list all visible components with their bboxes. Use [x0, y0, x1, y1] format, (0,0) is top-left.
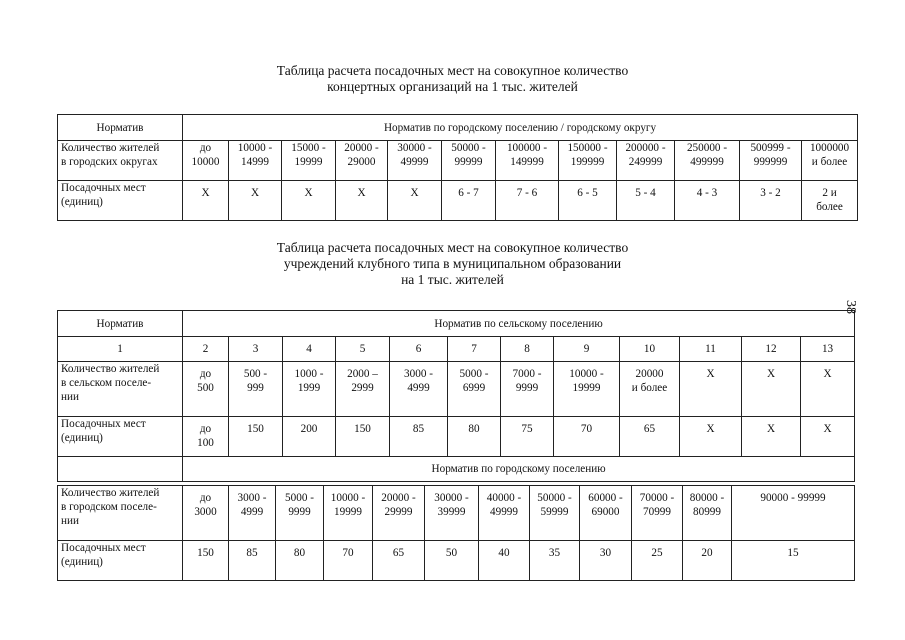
- table-cell: [554, 417, 620, 457]
- table-cell-text: X: [823, 368, 832, 380]
- table-cell: [183, 486, 229, 541]
- table-cell-text: до: [199, 368, 212, 380]
- table-cell-text: 5000 -: [285, 492, 314, 504]
- table-cell: [388, 181, 442, 221]
- table-cell: [496, 181, 559, 221]
- table-cell-text: 85: [412, 423, 425, 435]
- table-cell-text: 150: [247, 423, 264, 435]
- row-label-text: Количество жителей: [61, 487, 160, 499]
- table-cell: [282, 141, 336, 181]
- table-cell: [632, 486, 683, 541]
- table-cell-text: 49999: [490, 506, 518, 518]
- table-cell: [620, 417, 680, 457]
- table-cell-text: X: [823, 423, 832, 435]
- row-label-text: (единиц): [61, 432, 103, 444]
- table-cell: [742, 362, 801, 417]
- table-cell: [229, 486, 276, 541]
- table-cell-text: 40: [498, 547, 510, 559]
- table-cell: [183, 362, 229, 417]
- table-cell-text: 75: [521, 423, 533, 435]
- table2-title-line: Таблица расчета посадочных мест на совокупное количество: [276, 240, 629, 255]
- table-cell: [479, 486, 530, 541]
- table-cell-text: 80: [293, 547, 306, 559]
- table-cell-text: 10000: [191, 156, 220, 168]
- table-cell-text: 7 - 6: [516, 187, 538, 199]
- table-cell-text: 80000 -: [689, 492, 725, 504]
- table-cell-text: 14999: [241, 156, 269, 168]
- table-cell: [496, 141, 559, 181]
- row-label: [58, 181, 183, 221]
- table-club-institutions: [57, 310, 855, 482]
- table-cell-text: 200: [300, 423, 318, 435]
- row-label: [58, 362, 183, 417]
- table-cell: [559, 181, 617, 221]
- t2-row-urban-population: [58, 486, 855, 541]
- table-cell: [617, 141, 675, 181]
- t1-row-population: [58, 141, 858, 181]
- table-cell: [448, 417, 501, 457]
- row-label-text: (единиц): [61, 556, 103, 568]
- table-cell-text: X: [706, 368, 715, 380]
- table-cell-text: 65: [392, 547, 405, 559]
- column-number: 9: [554, 337, 620, 362]
- table-cell: [183, 541, 229, 581]
- table-cell: [229, 541, 276, 581]
- table-cell: [283, 417, 336, 457]
- t2-row-rural-seats: [58, 417, 855, 457]
- column-number: 2: [183, 337, 229, 362]
- t1-row-seats: [58, 181, 858, 221]
- table-cell-text: X: [766, 423, 776, 435]
- row-label: [58, 486, 183, 541]
- table-cell-text: 3000 -: [404, 368, 433, 380]
- table2-title-line: учреждений клубного типа в муниципальном образовании: [283, 256, 622, 271]
- table-cell: [425, 486, 479, 541]
- table-cell-text: 500999 -: [750, 142, 791, 154]
- row-label-text: Посадочных мест: [61, 542, 146, 554]
- table-cell-text: 4999: [407, 382, 430, 394]
- table-cell: [675, 141, 740, 181]
- table-cell-text: X: [250, 187, 260, 199]
- table-cell: [276, 486, 324, 541]
- table-cell: [479, 541, 530, 581]
- table-cell-text: X: [201, 187, 210, 199]
- table-cell: [390, 417, 448, 457]
- table-cell: [373, 541, 425, 581]
- table-cell-text: 30000 -: [434, 492, 469, 504]
- row-label-text: Количество жителей: [61, 363, 160, 375]
- table-cell-text: 9999: [515, 382, 539, 394]
- table-cell: [801, 417, 855, 457]
- table-cell: [183, 417, 229, 457]
- table-cell: [229, 362, 283, 417]
- table-cell-text: 4999: [240, 506, 264, 518]
- table-cell-text: 3000: [194, 506, 217, 518]
- table-cell-text: 30000 -: [397, 142, 432, 154]
- table-cell: [390, 362, 448, 417]
- row-label-text: нии: [61, 391, 79, 403]
- table-cell-text: 20: [701, 547, 713, 559]
- table-cell-text: 50000 -: [537, 492, 572, 504]
- table-cell: [675, 181, 740, 221]
- table-cell-text: 80: [468, 423, 480, 435]
- table-cell-text: 25: [651, 547, 663, 559]
- table-cell: [680, 417, 742, 457]
- table-cell-text: 1999: [297, 382, 321, 394]
- column-number: 7: [448, 337, 501, 362]
- table-cell-text: X: [410, 187, 419, 199]
- table-cell: [580, 486, 632, 541]
- table-cell-text: 69000: [591, 506, 620, 518]
- table-cell: [632, 541, 683, 581]
- table-cell-text: 65: [643, 423, 656, 435]
- table-cell: [229, 181, 282, 221]
- table-cell: [324, 541, 373, 581]
- table-club-institutions-urban: [57, 485, 855, 581]
- table-cell: [740, 141, 802, 181]
- t1-header-span: Норматив по городскому поселению / городскому округу: [183, 115, 858, 141]
- table-cell-text: 29000: [347, 156, 376, 168]
- column-number: 6: [390, 337, 448, 362]
- table-cell-text: 20000: [635, 368, 664, 380]
- table-cell-text: 35: [548, 547, 561, 559]
- table-cell-text: 150: [197, 547, 214, 559]
- table-cell: [802, 181, 858, 221]
- table-cell-text: 49999: [400, 156, 429, 168]
- table-cell-text: 150: [354, 423, 371, 435]
- row-label-text: в городском поселе-: [61, 501, 157, 513]
- t2-header-label: Норматив: [58, 311, 183, 337]
- table-cell-text: 59999: [540, 506, 569, 518]
- table-cell-text: 50000 -: [451, 142, 486, 154]
- table-cell-text: 90000 - 99999: [760, 492, 826, 504]
- row-label-text: в сельском поселе-: [61, 377, 152, 389]
- table-cell: [580, 541, 632, 581]
- table-cell-text: до: [199, 492, 212, 504]
- table-cell: [680, 362, 742, 417]
- table-cell-text: 999: [247, 382, 264, 394]
- column-number: 5: [336, 337, 390, 362]
- table-cell: [620, 362, 680, 417]
- table-cell-text: 10000 -: [569, 368, 604, 380]
- column-number: 4: [283, 337, 336, 362]
- table-concert-organizations: [57, 114, 858, 221]
- table-cell-text: 70999: [643, 506, 671, 518]
- table-cell-text: 80999: [693, 506, 721, 518]
- row-label-text: нии: [61, 515, 79, 527]
- table-cell-text: 100: [197, 437, 214, 449]
- table-cell: [732, 541, 855, 581]
- table-cell: [801, 362, 855, 417]
- table-cell-text: 99999: [454, 156, 483, 168]
- column-number: 13: [801, 337, 855, 362]
- column-number: 1: [58, 337, 183, 362]
- t2-blank-cell: [58, 457, 183, 482]
- table-cell: [183, 181, 229, 221]
- table-cell-text: 30: [599, 547, 612, 559]
- table-cell-text: 199999: [570, 156, 605, 168]
- row-label-text: Посадочных мест: [61, 418, 146, 430]
- table-cell: [373, 486, 425, 541]
- table-cell-text: 19999: [294, 156, 323, 168]
- column-number: 10: [620, 337, 680, 362]
- table-cell-text: 15000 -: [291, 142, 326, 154]
- table-cell: [282, 181, 336, 221]
- row-label-text: (единиц): [61, 196, 103, 208]
- table-cell-text: X: [357, 187, 366, 199]
- table-cell: [388, 141, 442, 181]
- table-cell-text: 15: [787, 547, 799, 559]
- table-cell: [229, 141, 282, 181]
- table-cell: [617, 181, 675, 221]
- table-cell: [283, 362, 336, 417]
- table-cell: [530, 541, 580, 581]
- table-cell-text: 19999: [572, 382, 601, 394]
- table-cell-text: более: [816, 201, 843, 213]
- table-cell-text: 1000000: [809, 142, 850, 154]
- t2-row-numbers: [58, 337, 855, 362]
- table-cell: [740, 181, 802, 221]
- table-cell-text: 20000 -: [344, 142, 379, 154]
- table-cell: [448, 362, 501, 417]
- table-cell: [530, 486, 580, 541]
- table-cell-text: X: [706, 423, 715, 435]
- table-cell: [802, 141, 858, 181]
- table-cell-text: X: [766, 368, 776, 380]
- table-cell: [742, 417, 801, 457]
- column-number: 3: [229, 337, 283, 362]
- table-cell-text: 40000 -: [486, 492, 522, 504]
- table-cell: [501, 362, 554, 417]
- table-cell: [336, 362, 390, 417]
- table-cell: [554, 362, 620, 417]
- table-cell-text: до: [199, 142, 212, 154]
- table-cell: [442, 141, 496, 181]
- table-cell: [336, 141, 388, 181]
- column-number: 12: [742, 337, 801, 362]
- t2-row-rural-population: [58, 362, 855, 417]
- table1-title-line: Таблица расчета посадочных мест на совокупное количество: [276, 63, 629, 78]
- t1-header-label: Норматив: [58, 115, 183, 141]
- table-cell-text: и более: [811, 156, 848, 168]
- table-cell-text: 70: [342, 547, 354, 559]
- table-cell-text: 200000 -: [625, 142, 666, 154]
- table-cell-text: 1000 -: [294, 368, 324, 380]
- page-number: 38: [843, 300, 858, 314]
- table-cell: [559, 141, 617, 181]
- table-cell-text: 10000 -: [237, 142, 273, 154]
- table-cell-text: 150000 -: [567, 142, 608, 154]
- table-cell-text: 100000 -: [506, 142, 548, 154]
- table-cell-text: 9999: [288, 506, 311, 518]
- table-cell-text: 6 - 7: [458, 187, 479, 199]
- table-cell: [683, 486, 732, 541]
- t2-row-urban-seats: [58, 541, 855, 581]
- table-cell: [336, 417, 390, 457]
- table-cell: [229, 417, 283, 457]
- table-cell-text: 6999: [462, 382, 486, 394]
- table-cell-text: 70000 -: [639, 492, 675, 504]
- table-cell-text: 4 - 3: [696, 187, 718, 199]
- table-cell-text: 3 - 2: [760, 187, 781, 199]
- table2-title: [0, 240, 905, 288]
- table-cell-text: 500: [197, 382, 214, 394]
- table-cell-text: 39999: [437, 506, 466, 518]
- t2-header-rural: Норматив по сельскому поселению: [183, 311, 855, 337]
- table-cell-text: до: [199, 423, 212, 435]
- table-cell-text: 249999: [628, 156, 663, 168]
- table2-title-line: на 1 тыс. жителей: [401, 272, 504, 287]
- table-cell-text: 2000 –: [347, 368, 378, 380]
- table-cell: [501, 417, 554, 457]
- table-cell-text: и более: [631, 382, 668, 394]
- table-cell-text: 19999: [334, 506, 362, 518]
- t2-header-urban: Норматив по городскому поселению: [183, 457, 855, 482]
- table-cell-text: 999999: [753, 156, 788, 168]
- row-label-text: Посадочных мест: [61, 182, 146, 194]
- column-number: 11: [680, 337, 742, 362]
- column-number: 8: [501, 337, 554, 362]
- table-cell-text: 500 -: [243, 368, 268, 380]
- row-label: [58, 541, 183, 581]
- table-cell-text: 6 - 5: [577, 187, 598, 199]
- table-cell-text: 499999: [690, 156, 724, 168]
- table-cell: [276, 541, 324, 581]
- table-cell: [732, 486, 855, 541]
- table-cell-text: 5000 -: [459, 368, 489, 380]
- table-cell-text: 29999: [384, 506, 413, 518]
- table-cell-text: X: [304, 187, 313, 199]
- table-cell-text: 70: [580, 423, 593, 435]
- table-cell: [336, 181, 388, 221]
- table-cell-text: 10000 -: [330, 492, 366, 504]
- table-cell: [183, 141, 229, 181]
- table-cell-text: 3000 -: [237, 492, 267, 504]
- table-cell-text: 7000 -: [512, 368, 542, 380]
- table-cell: [683, 541, 732, 581]
- table-cell-text: 5 - 4: [635, 187, 656, 199]
- table1-title-line: концертных организаций на 1 тыс. жителей: [327, 79, 578, 94]
- table-cell-text: 85: [246, 547, 258, 559]
- table-cell-text: 20000 -: [381, 492, 416, 504]
- table-cell-text: 60000 -: [588, 492, 623, 504]
- table1-title: [0, 63, 905, 95]
- table-cell: [442, 181, 496, 221]
- table-cell-text: 2999: [351, 382, 374, 394]
- row-label-text: в городских округах: [61, 156, 158, 168]
- table-cell: [425, 541, 479, 581]
- table-cell-text: 149999: [510, 156, 544, 168]
- row-label: [58, 417, 183, 457]
- table-cell: [324, 486, 373, 541]
- table-cell-text: 250000 -: [686, 142, 728, 154]
- row-label: [58, 141, 183, 181]
- table-cell-text: 2 и: [822, 187, 837, 199]
- row-label-text: Количество жителей: [61, 142, 160, 154]
- table-cell-text: 50: [445, 547, 458, 559]
